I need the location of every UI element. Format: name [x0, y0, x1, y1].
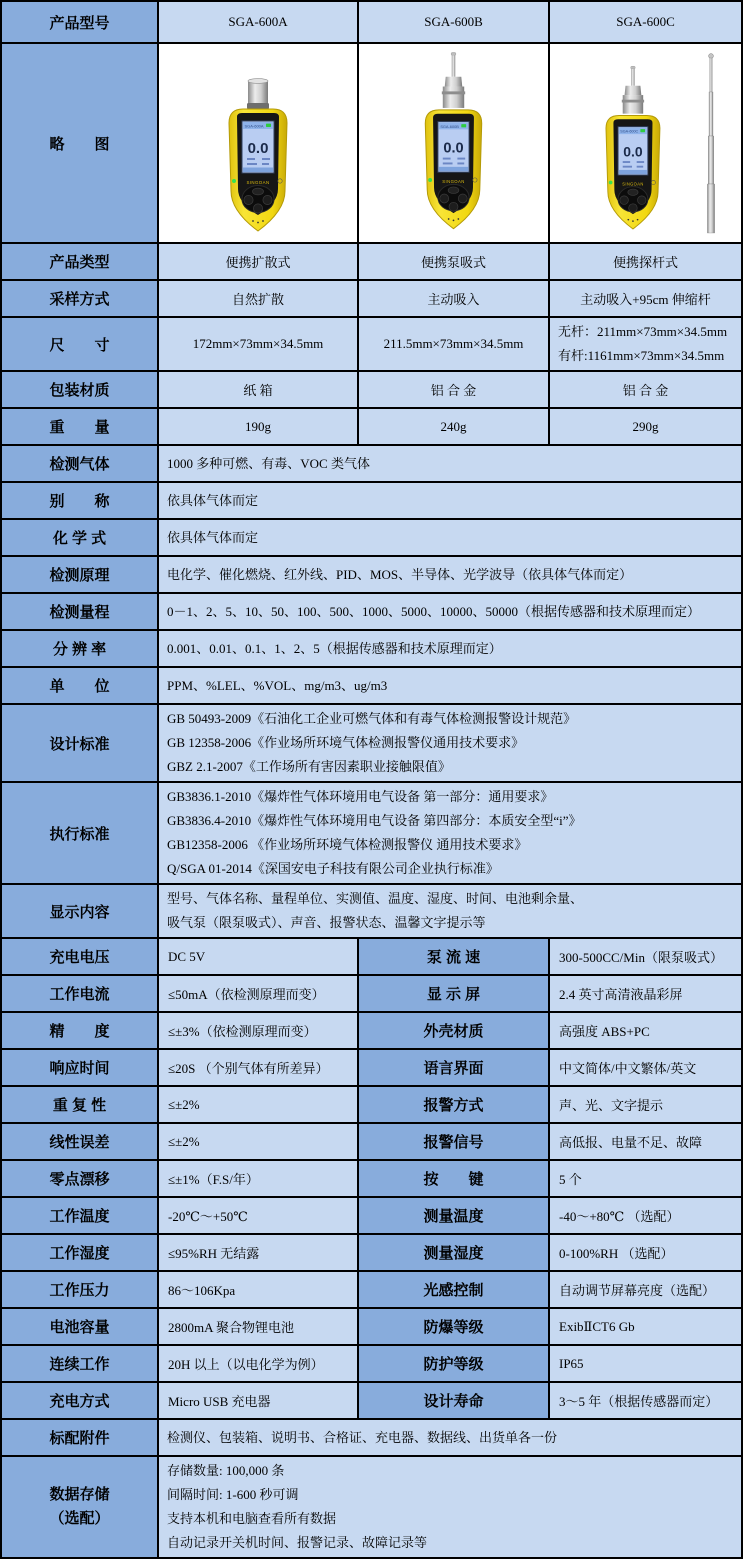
paired-spec-row	[2, 974, 741, 1011]
svg-text:SGA-600A: SGA-600A	[244, 123, 264, 129]
gas-detector-diffusion-graphic	[163, 45, 353, 241]
right-label: 防爆等级	[357, 1309, 548, 1344]
sensor-head	[247, 79, 269, 109]
row-label: 化 学 式	[2, 520, 157, 555]
row-label: 产品类型	[2, 244, 157, 279]
right-label: 设计寿命	[357, 1383, 548, 1418]
right-label: 外壳材质	[357, 1013, 548, 1048]
left-value: ≤20S （个别气体有所差异）	[157, 1050, 357, 1085]
paired-spec-row	[2, 1344, 741, 1381]
gas-detector-pump-graphic	[361, 45, 546, 241]
right-value: 300-500CC/Min（限泵吸式）	[548, 939, 741, 974]
left-value: ≤±2%	[157, 1087, 357, 1122]
row-value: 0.001、0.01、0.1、1、2、5（根据传感器和技术原理而定）	[157, 631, 741, 666]
left-value: 2800mA 聚合物锂电池	[157, 1309, 357, 1344]
sketch-row	[2, 42, 741, 242]
row-value: 电化学、催化燃烧、红外线、PID、MOS、半导体、光学波导（依具体气体而定）	[157, 557, 741, 592]
button-cluster	[438, 184, 469, 211]
value-sga-600b: 便携泵吸式	[357, 244, 548, 279]
model-cell-sga-600c: SGA-600C	[548, 2, 741, 42]
left-value: 86～106Kpa	[157, 1272, 357, 1307]
spec-row	[2, 703, 741, 781]
row-value: 0－1、2、5、10、50、100、500、1000、5000、10000、50000（根据传感器和技术原理而定）	[157, 594, 741, 629]
left-value: DC 5V	[157, 939, 357, 974]
row-value: 检测仪、包装箱、说明书、合格证、充电器、数据线、出货单各一份	[157, 1420, 741, 1455]
row-label: 包装材质	[2, 372, 157, 407]
row-label: 标配附件	[2, 1420, 157, 1455]
paired-spec-row	[2, 1011, 741, 1048]
right-value: 0-100%RH （选配）	[548, 1235, 741, 1270]
right-label: 测量温度	[357, 1198, 548, 1233]
button-cluster	[618, 187, 648, 213]
spec-row	[2, 883, 741, 937]
paired-spec-row	[2, 1381, 741, 1418]
telescopic-rod	[707, 54, 714, 233]
left-value: ≤±1%（F.S/年）	[157, 1161, 357, 1196]
paired-spec-row	[2, 937, 741, 974]
value-sga-600a: 纸 箱	[157, 372, 357, 407]
right-value: ExibⅡCT6 Gb	[548, 1309, 741, 1344]
paired-spec-row	[2, 1085, 741, 1122]
spec-row	[2, 518, 741, 555]
value-sga-600a: 自然扩散	[157, 281, 357, 316]
device-screen	[438, 122, 469, 173]
compare-row	[2, 242, 741, 279]
row-value: 依具体气体而定	[157, 483, 741, 518]
value-sga-600b: 211.5mm×73mm×34.5mm	[357, 318, 548, 370]
row-value: GB 50493-2009《石油化工企业可燃气体和有毒气体检测报警设计规范》 GB 12358-2006《作业场所环境气体检测报警仪通用技术要求》 GBZ 2.1-2007《工作场所有害因素职业接触限值》	[157, 705, 741, 781]
sketch-row-label: 略 图	[2, 44, 157, 242]
value-sga-600a: 190g	[157, 409, 357, 444]
gas-detector-probe-rod-graphic	[551, 45, 741, 241]
value-sga-600b: 铝 合 金	[357, 372, 548, 407]
row-label: 分 辨 率	[2, 631, 157, 666]
left-label: 零点漂移	[2, 1161, 157, 1196]
right-label: 泵 流 速	[357, 939, 548, 974]
compare-row	[2, 407, 741, 444]
led-indicator	[232, 179, 236, 183]
right-value: 2.4 英寸高清液晶彩屏	[548, 976, 741, 1011]
spec-row	[2, 592, 741, 629]
row-value: GB3836.1-2010《爆炸性气体环境用电气设备 第一部分：通用要求》 GB3836.4-2010《爆炸性气体环境用电气设备 第四部分：本质安全型“i”》 GB12358-2006 《作业场所环境气体检测报警仪 通用技术要求》 Q/SGA 01-2014《深国安电子科技有限公司企业执行标准》	[157, 783, 741, 883]
row-value: PPM、%LEL、%VOL、mg/m3、ug/m3	[157, 668, 741, 703]
right-value: 高低报、电量不足、故障	[548, 1124, 741, 1159]
paired-section	[2, 937, 741, 1418]
value-sga-600b: 240g	[357, 409, 548, 444]
left-label: 工作温度	[2, 1198, 157, 1233]
brand-label: SINGOAN	[246, 180, 270, 185]
paired-spec-row	[2, 1233, 741, 1270]
row-label: 设计标准	[2, 705, 157, 781]
left-value: -20℃～+50℃	[157, 1198, 357, 1233]
model-cell-sga-600b: SGA-600B	[357, 2, 548, 42]
brand-label: SINGOAN	[621, 181, 644, 187]
row-label: 采样方式	[2, 281, 157, 316]
left-value: Micro USB 充电器	[157, 1383, 357, 1418]
left-label: 充电方式	[2, 1383, 157, 1418]
svg-text:SGA-600B: SGA-600B	[440, 123, 459, 129]
value-sga-600c: 铝 合 金	[548, 372, 741, 407]
paired-spec-row	[2, 1270, 741, 1307]
right-label: 防护等级	[357, 1346, 548, 1381]
compare-row	[2, 370, 741, 407]
left-label: 工作压力	[2, 1272, 157, 1307]
sensor-probe	[621, 66, 643, 113]
spec-row	[2, 481, 741, 518]
value-sga-600a: 172mm×73mm×34.5mm	[157, 318, 357, 370]
right-value: IP65	[548, 1346, 741, 1381]
table-header-row	[2, 2, 741, 42]
right-label: 语言界面	[357, 1050, 548, 1085]
full-width-section	[2, 444, 741, 937]
value-sga-600c: 便携探杆式	[548, 244, 741, 279]
row-label: 执行标准	[2, 783, 157, 883]
left-label: 重 复 性	[2, 1087, 157, 1122]
row-label: 单 位	[2, 668, 157, 703]
left-label: 工作湿度	[2, 1235, 157, 1270]
device-screen	[242, 121, 274, 173]
left-label: 响应时间	[2, 1050, 157, 1085]
spec-row	[2, 781, 741, 883]
led-indicator	[608, 181, 612, 185]
right-label: 光感控制	[357, 1272, 548, 1307]
right-value: -40～+80℃ （选配）	[548, 1198, 741, 1233]
right-value: 自动调节屏幕亮度（选配）	[548, 1272, 741, 1307]
left-value: ≤95%RH 无结露	[157, 1235, 357, 1270]
left-label: 精 度	[2, 1013, 157, 1048]
screen-reading: 0.0	[622, 143, 643, 160]
compare-section	[2, 242, 741, 444]
value-sga-600c: 主动吸入+95cm 伸缩杆	[548, 281, 741, 316]
left-label: 电池容量	[2, 1309, 157, 1344]
row-label: 检测原理	[2, 557, 157, 592]
right-label: 测量湿度	[357, 1235, 548, 1270]
paired-spec-row	[2, 1122, 741, 1159]
value-sga-600b: 主动吸入	[357, 281, 548, 316]
left-label: 连续工作	[2, 1346, 157, 1381]
left-label: 线性误差	[2, 1124, 157, 1159]
row-label: 检测量程	[2, 594, 157, 629]
right-label: 显 示 屏	[357, 976, 548, 1011]
right-value: 高强度 ABS+PC	[548, 1013, 741, 1048]
left-label: 工作电流	[2, 976, 157, 1011]
paired-spec-row	[2, 1048, 741, 1085]
row-label: 尺 寸	[2, 318, 157, 370]
device-image-sga-600a	[157, 44, 357, 242]
spec-row	[2, 666, 741, 703]
row-value: 依具体气体而定	[157, 520, 741, 555]
paired-spec-row	[2, 1307, 741, 1344]
left-value: 20H 以上（以电化学为例）	[157, 1346, 357, 1381]
spec-row	[2, 444, 741, 481]
row-label: 重 量	[2, 409, 157, 444]
svg-text:SGA-600C: SGA-600C	[619, 129, 638, 134]
brand-label: SINGOAN	[442, 178, 465, 184]
model-cell-sga-600a: SGA-600A	[157, 2, 357, 42]
row-label: 数据存储 （选配）	[2, 1457, 157, 1557]
right-label: 按 键	[357, 1161, 548, 1196]
compare-row	[2, 279, 741, 316]
value-sga-600a: 便携扩散式	[157, 244, 357, 279]
device-image-sga-600c	[548, 44, 741, 242]
value-sga-600c: 无杆：211mm×73mm×34.5mm 有杆:1161mm×73mm×34.5mm	[548, 318, 741, 370]
left-label: 充电电压	[2, 939, 157, 974]
led-indicator	[428, 178, 432, 182]
paired-spec-row	[2, 1196, 741, 1233]
spec-row	[2, 1418, 741, 1455]
right-value: 5 个	[548, 1161, 741, 1196]
screen-reading: 0.0	[443, 140, 464, 157]
compare-row	[2, 316, 741, 370]
device-image-sga-600b	[357, 44, 548, 242]
spec-row	[2, 629, 741, 666]
row-value: 存储数量: 100,000 条 间隔时间: 1-600 秒可调 支持本机和电脑查看所有数据 自动记录开关机时间、报警记录、故障记录等	[157, 1457, 741, 1557]
row-value: 型号、气体名称、量程单位、实测值、温度、湿度、时间、电池剩余量、 吸气泵（限泵吸式）、声音、报警状态、温馨文字提示等	[157, 885, 741, 937]
right-label: 报警方式	[357, 1087, 548, 1122]
row-label: 显示内容	[2, 885, 157, 937]
right-value: 声、光、文字提示	[548, 1087, 741, 1122]
right-value: 中文简体/中文繁体/英文	[548, 1050, 741, 1085]
sensor-probe	[442, 52, 465, 108]
header-label-cell: 产品型号	[2, 2, 157, 42]
left-value: ≤±3%（依检测原理而变）	[157, 1013, 357, 1048]
device-screen	[618, 127, 648, 175]
paired-spec-row	[2, 1159, 741, 1196]
bottom-section	[2, 1418, 741, 1557]
value-sga-600c: 290g	[548, 409, 741, 444]
row-label: 检测气体	[2, 446, 157, 481]
left-value: ≤±2%	[157, 1124, 357, 1159]
row-label: 别 称	[2, 483, 157, 518]
button-cluster	[242, 186, 274, 214]
screen-reading: 0.0	[247, 140, 269, 157]
left-value: ≤50mA（依检测原理而变）	[157, 976, 357, 1011]
right-value: 3～5 年（根据传感器而定）	[548, 1383, 741, 1418]
row-value: 1000 多种可燃、有毒、VOC 类气体	[157, 446, 741, 481]
right-label: 报警信号	[357, 1124, 548, 1159]
spec-row	[2, 555, 741, 592]
